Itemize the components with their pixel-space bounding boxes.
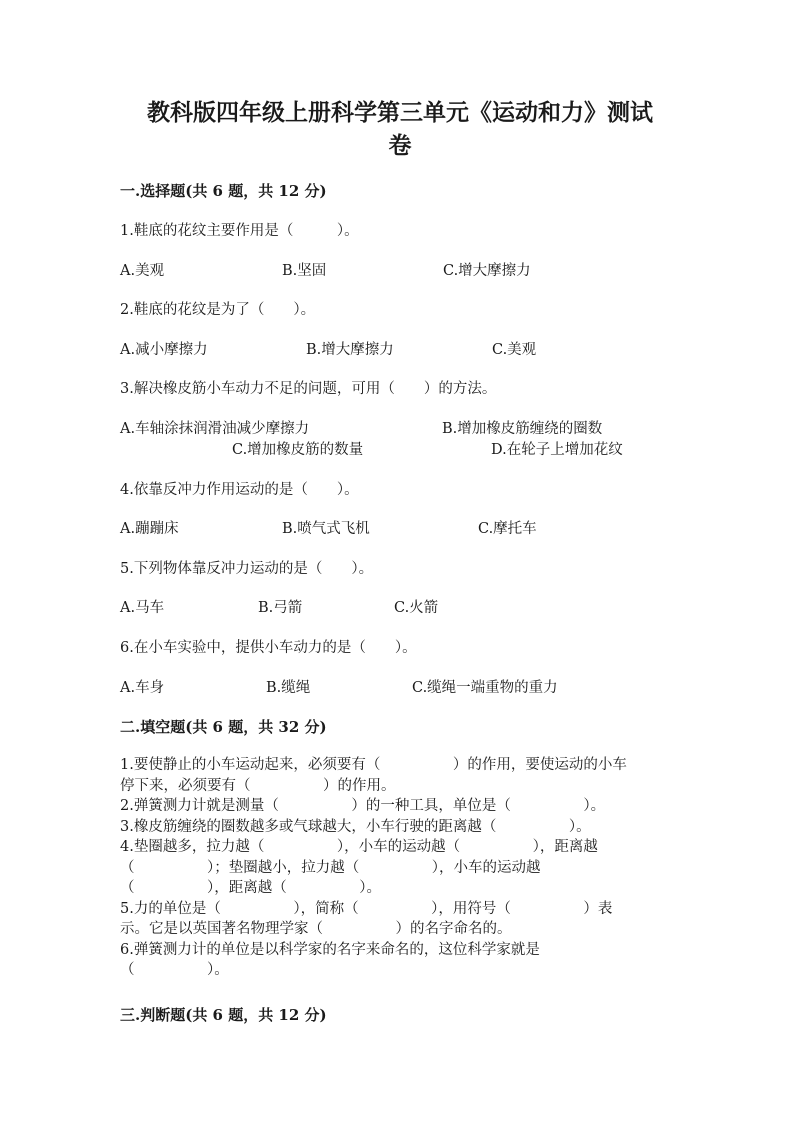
question-1: 1.鞋底的花纹主要作用是（ ）。 [120,223,359,239]
q5-option-c: C.火箭 [394,600,439,616]
q5-option-a: A.马车 [120,600,165,616]
q2-option-c: C.美观 [492,342,537,358]
q6-option-b: B.缆绳 [266,680,311,696]
fill-line: 停下来，必须要有（ ）的作用。 [120,777,396,794]
q6-option-a: A.车身 [120,680,165,696]
q1-option-a: A.美观 [120,263,165,279]
q5-option-b: B.弓箭 [258,600,303,616]
question-5: 5.下列物体靠反冲力运动的是（ ）。 [120,561,374,577]
question-2: 2.鞋底的花纹是为了（ ）。 [120,302,316,318]
q6-option-c: C.缆绳一端重物的重力 [412,680,558,696]
q4-option-a: A.蹦蹦床 [120,521,179,537]
title-line-2: 卷 [388,132,412,159]
q3-option-d: D.在轮子上增加花纹 [491,442,623,458]
fill-line: （ ），距离越（ ）。 [120,880,381,896]
fill-line: （ ）。 [120,962,229,978]
question-3: 3.解决橡皮筋小车动力不足的问题，可用（ ）的方法。 [120,381,497,397]
fill-line: （ ）；垫圈越小，拉力越（ ），小车的运动越 [120,859,541,876]
fill-line: 6.弹簧测力计的单位是以科学家的名字来命名的，这位科学家就是 [120,941,540,958]
question-4: 4.依靠反冲力作用运动的是（ ）。 [120,482,359,498]
fill-line: 2.弹簧测力计就是测量（ ）的一种工具，单位是（ ）。 [120,798,606,814]
q1-option-b: B.坚固 [282,263,327,279]
section-heading-choice: 一.选择题(共 6 题，共 12 分) [120,182,327,200]
fill-line: 示。它是以英国著名物理学家（ ）的名字命名的。 [120,921,512,937]
fill-line: 4.垫圈越多，拉力越（ ），小车的运动越（ ），距离越 [120,839,598,855]
fill-in-block [120,755,690,981]
q4-option-b: B.喷气式飞机 [282,521,370,537]
fill-line: 1.要使静止的小车运动起来，必须要有（ ）的作用，要使运动的小车 [120,757,627,773]
q3-option-c: C.增加橡皮筋的数量 [232,442,364,458]
section-heading-true-false: 三.判断题(共 6 题，共 12 分) [120,1006,327,1024]
q4-option-c: C.摩托车 [478,521,537,537]
q1-option-c: C.增大摩擦力 [443,263,531,279]
q2-option-b: B.增大摩擦力 [306,342,394,358]
page-title [100,96,700,162]
fill-line: 3.橡皮筋缠绕的圈数越多或气球越大，小车行驶的距离越（ ）。 [120,818,591,835]
q3-option-b: B.增加橡皮筋缠绕的圈数 [442,421,603,437]
fill-line: 5.力的单位是（ ），简称（ ），用符号（ ）表 [120,900,613,917]
section-heading-fill-in: 二.填空题(共 6 题，共 32 分) [120,718,327,736]
q2-option-a: A.减小摩擦力 [120,342,208,358]
title-line-1: 教科版四年级上册科学第三单元《运动和力》测试 [147,99,653,126]
q3-option-a: A.车轴涂抹润滑油减少摩擦力 [120,421,310,437]
question-6: 6.在小车实验中，提供小车动力的是（ ）。 [120,640,417,656]
